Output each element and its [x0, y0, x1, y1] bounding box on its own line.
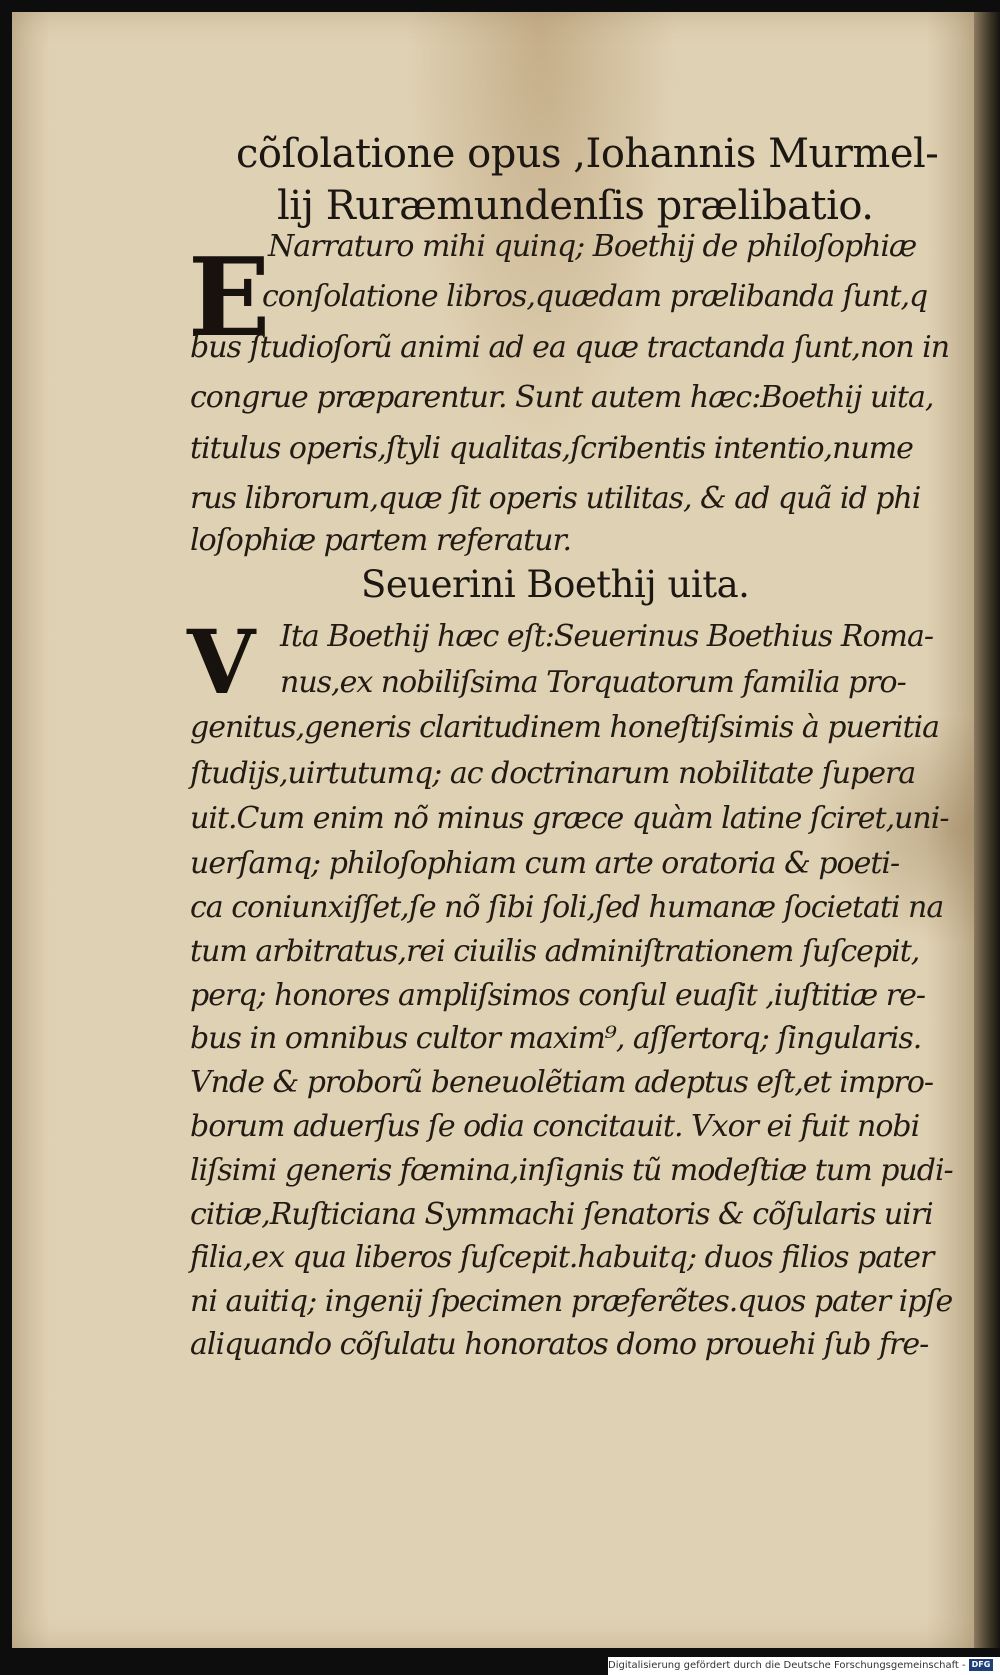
vita-line: tum arbitratus,rei ciuilis adminiſtrationem ſuſcepit, [190, 934, 920, 969]
drop-cap-v: V [187, 610, 256, 714]
heading-line: lij Ruræmundenſis prælibatio. [277, 183, 874, 229]
vita-line: ni auitiq; ingenij ſpecimen præferẽtes.quos pater ipſe [190, 1284, 953, 1319]
vita-line: filia,ex qua liberos ſuſcepit.habuitq; duos filios pater [190, 1240, 934, 1275]
vita-line: borum aduerſus ſe odia concitauit. Vxor ei fuit nobi [190, 1109, 920, 1144]
vita-line: citiæ,Ruſticiana Symmachi ſenatoris & cõſularis uiri [190, 1197, 933, 1232]
vita-line: genitus,generis claritudinem honeſtiſsimis à pueritia [190, 710, 939, 745]
credit-text: Digitalisierung gefördert durch die Deutsche Forschungsgemeinschaft - [608, 1660, 966, 1671]
vita-line: aliquando cõſulatu honoratos domo prouehi ſub fre- [190, 1327, 929, 1362]
vita-line: uit.Cum enim nõ minus græce quàm latine ſciret,uni- [190, 801, 949, 836]
intro-line: titulus operis,ſtyli qualitas,ſcribentis intentio,nume [190, 431, 913, 466]
vita-line: liſsimi generis fœmina,inſignis tũ modeſtiæ tum pudi- [190, 1153, 953, 1188]
dfg-logo-icon: DFG [969, 1659, 994, 1671]
vita-line: perq; honores ampliſsimos conſul euaſit ,iuſtitiæ re- [190, 978, 926, 1013]
vita-line: Vnde & proborũ beneuolẽtiam adeptus eſt,et impro- [190, 1065, 934, 1100]
section-title: Seuerini Boethij uita. [361, 563, 750, 606]
intro-line: loſophiæ partem referatur. [190, 523, 572, 558]
vita-line: ca coniunxiſſet,ſe nõ ſibi ſoli,ſed humanæ ſocietati na [190, 890, 944, 925]
vita-line: bus in omnibus cultor maxim⁹, aſſertorq; ſingularis. [190, 1021, 922, 1056]
intro-line: conſolatione libros,quædam prælibanda ſunt,q [262, 279, 928, 314]
heading-line: cõſolatione opus ,Iohannis Murmel- [236, 131, 939, 177]
vita-line: uerſamq; philoſophiam cum arte oratoria & poeti- [190, 846, 900, 881]
drop-cap-e: E [188, 235, 271, 361]
page-edge [974, 12, 1000, 1648]
intro-line: rus librorum,quæ ſit operis utilitas, & ad quã id phi [190, 481, 921, 516]
vita-line: ſtudijs,uirtutumq; ac doctrinarum nobilitate ſupera [190, 756, 916, 791]
intro-line: Narraturo mihi quinq; Boethij de philoſophiæ [268, 229, 917, 264]
vita-line: Ita Boethij hæc eſt:Seuerinus Boethius Roma- [280, 619, 933, 654]
vita-line: nus,ex nobiliſsima Torquatorum familia pro- [280, 665, 906, 700]
digitization-credit [608, 1657, 1000, 1675]
intro-line: bus ſtudioſorũ animi ad ea quæ tractanda ſunt,non in [190, 330, 950, 365]
intro-line: congrue præparentur. Sunt autem hæc:Boethij uita, [190, 380, 934, 415]
